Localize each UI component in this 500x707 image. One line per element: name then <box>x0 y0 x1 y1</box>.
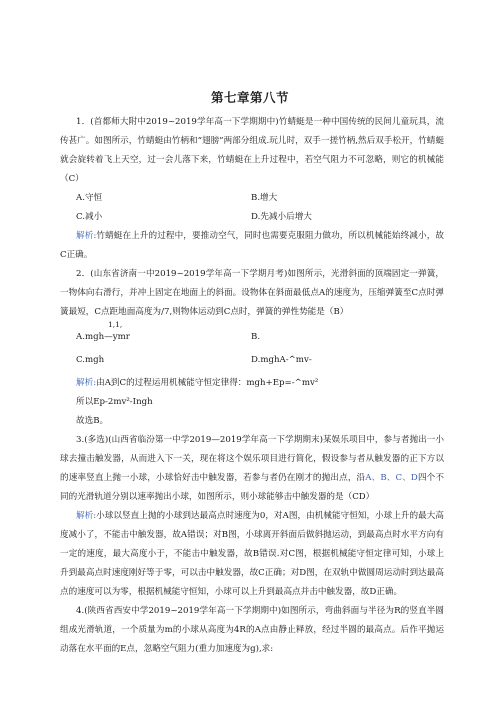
question-3-analysis: 解析:小球以竖直上抛的小球到达最高点时速度为0，对A图，由机械能守恒知，小球上升的最大高度减小了，不能击中触发器，故A错误；对B图，小球离开斜面后做斜抛运动，到最高点时水平方向有一定的速度，最大高度小于，不能击中触发器，故B错误.对C图，根据机械能守恒定律可知，小球上升到最高点时速度刚好等于零，可以击中触发器，故C正确；对D图，在双轨中做圆周运动时到达最高点的速度可以为零，根据机械能守恒知，小球可以上升到最高点并击中触发器，故D正确。 <box>60 511 444 597</box>
question-2-analysis <box>60 374 444 393</box>
analysis-label: 解析: <box>76 511 97 521</box>
question-1-option-d: D.先减小后增大 <box>251 212 312 222</box>
question-2-analysis-line-2: 所以Ep-2mv²-Ingh <box>76 397 153 407</box>
question-2-analysis-text: 由A到C的过程运用机械能守恒定律得：mgh+Ep=-^mv² <box>96 378 319 388</box>
question-1-analysis <box>60 227 444 265</box>
question-3-stem: 3.(多选)(山西省临汾第一中学2019—2019学年高一下学期期末)某娱乐项目中，参与者抛出一小球去撞击触发器，从而进入下一关，现在将这个娱乐项目进行简化，假设参与者从触发器的正下方以的速率竖直上抛一小球，小球恰好击中触发器，若参与者仍在刚才的抛出点，沿A、B、C、D四个不同的光滑轨道分别以速率抛出小球，如图所示，则小球能够击中触发器的是（CD） <box>60 435 444 502</box>
question-1-analysis-text: 竹蜻蜓在上升的过程中，要推动空气，同时也需要克服阻力做功，所以机械能始终减小，故C正确。 <box>60 231 444 260</box>
question-2-stem: 2．(山东省济南一中2019~2019学年高一下学期月考)如图所示，光滑斜面的顶端固定一弹簧，一物体向右滑行，并冲上固定在地面上的斜面。设物体在斜面最低点A的速度为，压缩弹簧至C点时弹簧最短，C点距地面高度为/7,则物体运动到C点时，弹簧的弹性势能是（B） <box>60 269 444 317</box>
track-labels: A、B、C、D <box>365 473 418 483</box>
question-1-options-row-2 <box>60 208 444 227</box>
question-2-option-a: 1,1, A.mgh—ymr <box>76 328 251 347</box>
content-body <box>60 113 444 659</box>
question-1-option-a: A.守恒 <box>76 193 103 203</box>
question-1-option-c: C.减小 <box>76 212 103 222</box>
analysis-label: 解析: <box>76 231 97 241</box>
question-1-stem: 1．(首都师大附中2019~2019学年高一下学期期中)竹蜻蜓是一种中国传统的民间儿童玩具，流传甚广。如图所示，竹蜻蜓由竹柄和“翅膀”两部分组成.玩儿时，双手一搓竹柄,然后双手松开，竹蜻蜓就会旋转着飞上天空，过一会儿落下来，竹蜻蜓在上升过程中，若空气阻力不可忽略，则它的机械能（C） <box>60 117 444 184</box>
question-2-analysis-line-3: 故选B。 <box>76 416 109 426</box>
fraction-marks: 1,1, <box>108 320 123 329</box>
question-2-option-c: C.mgh <box>76 355 105 365</box>
question-1-options-row-1 <box>60 189 444 208</box>
question-2-options-row-2 <box>60 351 444 370</box>
page-title: 第七章第八节 <box>210 90 289 105</box>
question-1-option-b: B.增大 <box>251 193 278 203</box>
question-2-option-b: B. <box>251 332 261 342</box>
analysis-label: 解析: <box>76 378 97 388</box>
question-2-option-d: D.mghA-^mv- <box>251 355 312 365</box>
question-4-stem: 4.(陕西省西安中学2019~2019学年高一下学期期中)如图所示，弯曲斜面与半径为R的竖直半圆组成光滑轨道，一个质量为m的小球从高度为4R的A点由静止释放，经过半圆的最高点。后作平抛运动落在水平面的E点，忽略空气阻力(重力加速度为g),求: <box>60 606 444 654</box>
question-2-options-row-1 <box>60 320 444 347</box>
